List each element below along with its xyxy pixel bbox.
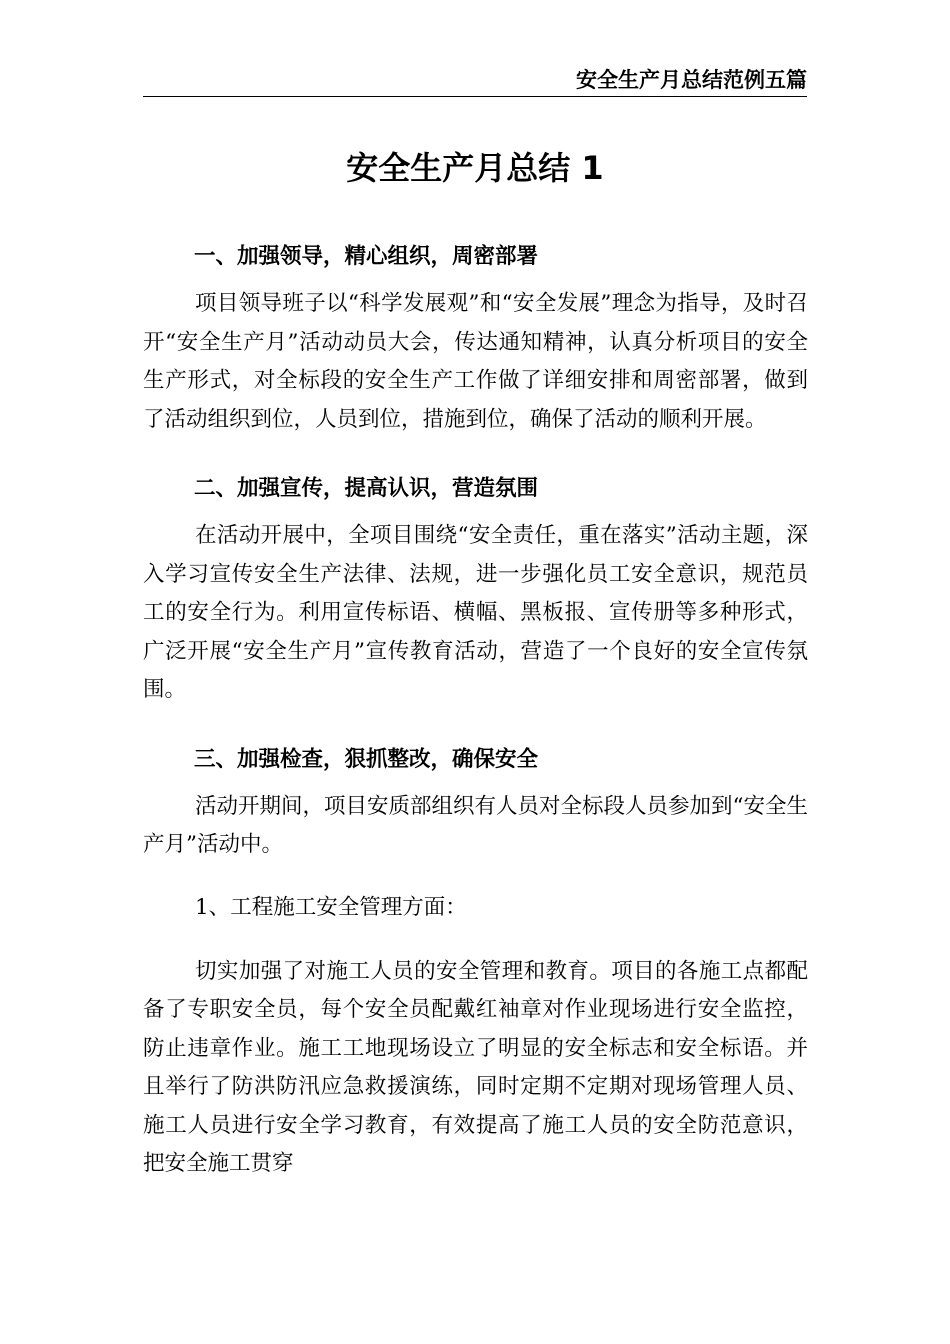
section-paragraph-3: 活动开期间，项目安质部组织有人员对全标段人员参加到“安全生产月”活动中。 xyxy=(143,793,808,857)
section-paragraph-2: 在活动开展中，全项目围绕“安全责任，重在落实”活动主题，深入学习宣传安全生产法律、法规，进一步强化员工安全意识，规范员工的安全行为。利用宣传标语、横幅、黑板报、宣传册等多种形式，广泛开展“安全生产月”宣传教育活动，营造了一个良好的安全宣传氛围。 xyxy=(143,523,808,702)
subsection-heading-1 xyxy=(143,889,808,927)
section-heading-1: 一、加强领导，精心组织，周密部署 xyxy=(194,244,539,269)
subsection-number: 1、 xyxy=(195,894,231,920)
subsection-title: 工程施工安全管理方面： xyxy=(230,894,467,920)
section-heading-3: 三、加强检查，狠抓整改，确保安全 xyxy=(194,746,539,772)
section-paragraph-1: 项目领导班子以“科学发展观”和“安全发展”理念为指导，及时召开“安全生产月”活动动员大会，传达通知精神，认真分析项目的安全生产形式，对全标段的安全生产工作做了详细安排和周密部署，做到了活动组织到位，人员到位，措施到位，确保了活动的顺利开展。 xyxy=(143,291,808,432)
document-body xyxy=(143,238,808,1184)
running-header-title: 安全生产月总结范例五篇 xyxy=(576,68,807,92)
page-title: 安全生产月总结 1 xyxy=(346,149,604,187)
section-heading-2: 二、加强宣传，提高认识，营造氛围 xyxy=(194,476,539,501)
running-header xyxy=(143,64,807,97)
subsection-paragraph-1: 切实加强了对施工人员的安全管理和教育。项目的各施工点都配备了专职安全员，每个安全员配戴红袖章对作业现场进行安全监控，防止违章作业。施工工地现场设立了明显的安全标志和安全标语。并且举行了防洪防汛应急救援演练，同时定期不定期对现场管理人员、施工人员进行安全学习教育，有效提高了施工人员的安全防范意识，把安全施工贯穿 xyxy=(143,958,808,1176)
